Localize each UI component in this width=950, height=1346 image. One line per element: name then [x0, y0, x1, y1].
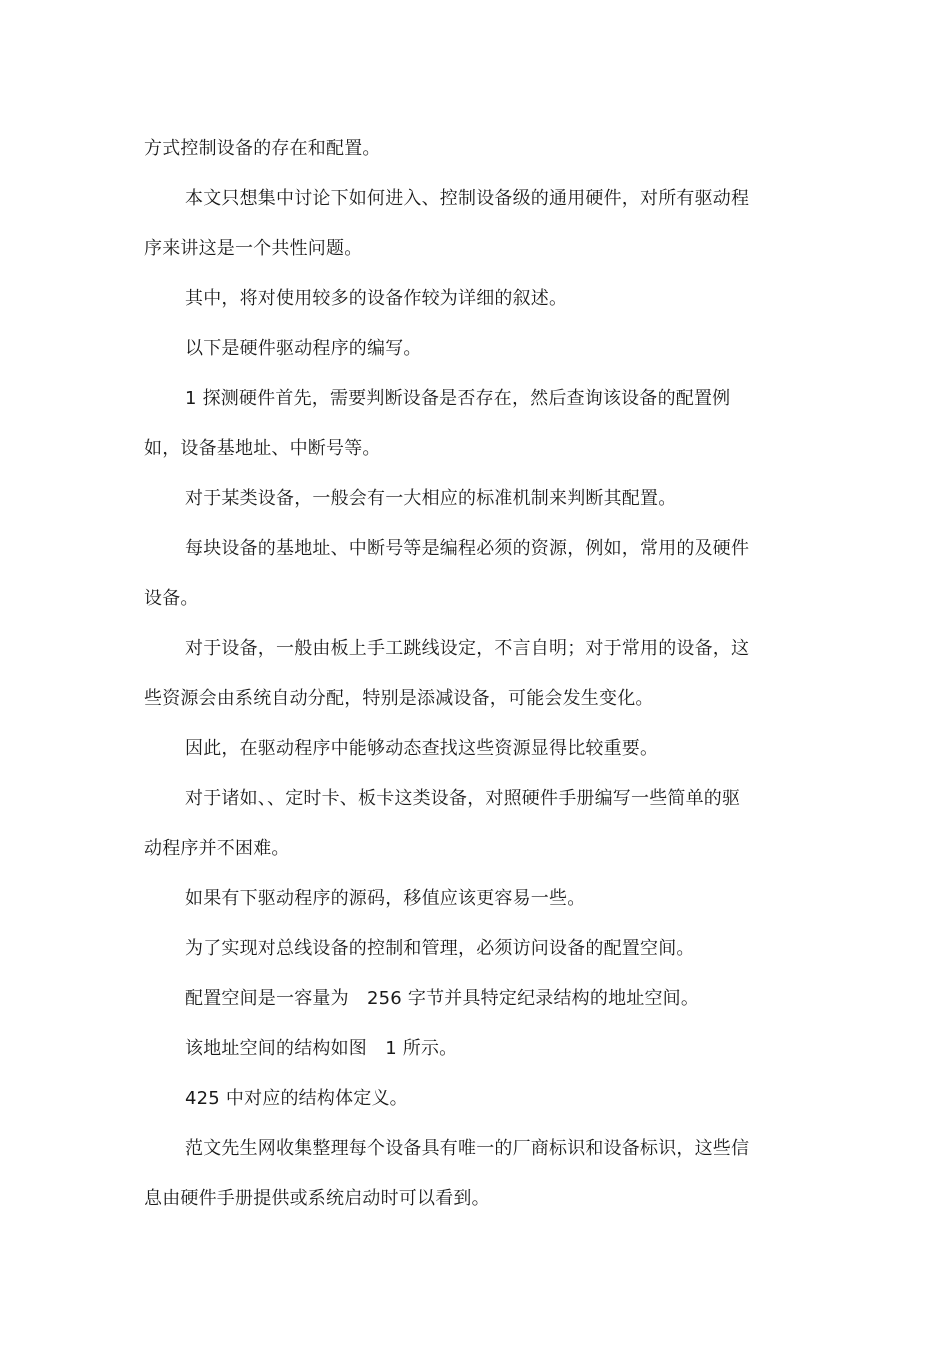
paragraph-13: 配置空间是一容量为 256 字节并具特定纪录结构的地址空间。 — [185, 988, 700, 1009]
paragraph-5: 1 探测硬件首先，需要判断设备是否存在，然后查询该设备的配置例如，设备基地址、中断号等。 — [144, 388, 731, 459]
paragraph-11: 如果有下驱动程序的源码，移值应该更容易一些。 — [185, 888, 586, 909]
paragraph-12: 为了实现对总线设备的控制和管理，必须访问设备的配置空间。 — [185, 938, 695, 959]
paragraph-14: 该地址空间的结构如图 1 所示。 — [185, 1038, 458, 1059]
paragraph-8: 对于设备，一般由板上手工跳线设定，不言自明；对于常用的设备，这些资源会由系统自动分配，特别是添减设备，可能会发生变化。 — [144, 638, 750, 709]
paragraph-10: 对于诸如、、定时卡、板卡这类设备，对照硬件手册编写一些简单的驱动程序并不困难。 — [144, 788, 741, 859]
paragraph-3: 其中，将对使用较多的设备作较为详细的叙述。 — [185, 288, 568, 309]
paragraph-16: 范文先生网收集整理每个设备具有唯一的厂商标识和设备标识，这些信息由硬件手册提供或系统启动时可以看到。 — [144, 1138, 750, 1209]
paragraph-6: 对于某类设备，一般会有一大相应的标准机制来判断其配置。 — [185, 488, 677, 509]
paragraph-9: 因此，在驱动程序中能够动态查找这些资源显得比较重要。 — [185, 738, 659, 759]
paragraph-2: 本文只想集中讨论下如何进入、控制设备级的通用硬件，对所有驱动程序来讲这是一个共性问题。 — [144, 188, 750, 259]
paragraph-15: 425 中对应的结构体定义。 — [185, 1088, 408, 1109]
paragraph-7: 每块设备的基地址、中断号等是编程必须的资源，例如，常用的及硬件设备。 — [144, 538, 750, 609]
document-body — [144, 124, 756, 1224]
paragraph-1: 方式控制设备的存在和配置。 — [144, 138, 381, 159]
paragraph-4: 以下是硬件驱动程序的编写。 — [185, 338, 422, 359]
